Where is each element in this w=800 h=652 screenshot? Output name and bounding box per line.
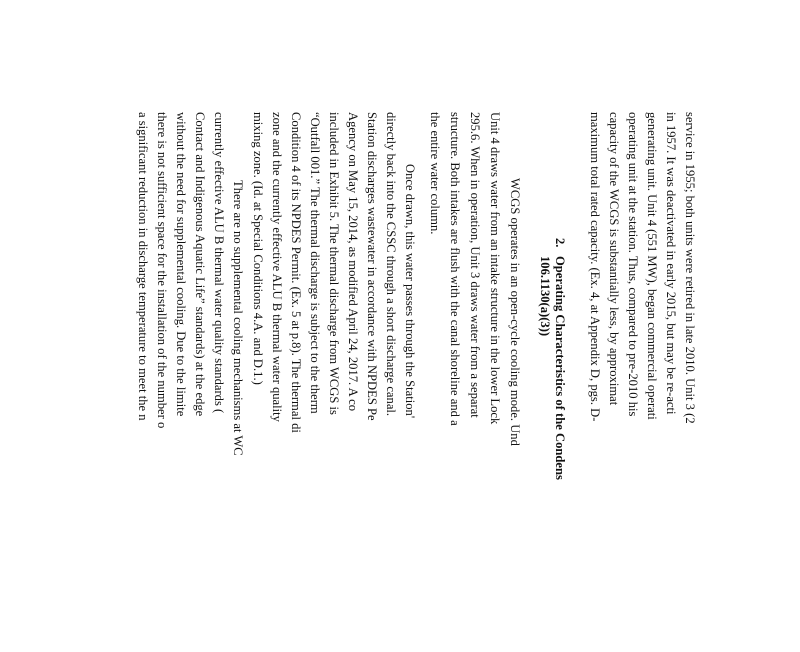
paragraph-4-line-4: without the need for supplemental cooling. Due to the limite (174, 112, 188, 417)
paragraph-1-line-1: service in 1955; both units were retired in late 2010. Unit 3 (2 (683, 112, 697, 424)
paragraph-3-line-1: Once drawn, this water passes through the Station' (403, 164, 417, 419)
paragraph-2-line-3: 295.6. When in operation, Unit 3 draws water from a separat (468, 112, 482, 418)
paragraph-3-line-2: directly back into the CSSC through a short discharge canal. (384, 112, 398, 417)
paragraph-4-line-6: a significant reduction in discharge temperature to meet the n (136, 112, 150, 421)
paragraph-2-line-5: the entire water column. (428, 112, 442, 235)
paragraph-4-line-1: There are no supplemental cooling mechanisms at WC (231, 180, 245, 456)
paragraph-3-line-6: “Outfall 001.” The thermal discharge is subject to the therm (308, 112, 322, 414)
paragraph-4-line-5: there is not sufficient space for the installation of the number o (155, 112, 169, 429)
paragraph-2-line-2: Unit 4 draws water from an intake structure in the lower Lock (488, 112, 502, 425)
paragraph-1-line-4: operating unit at the station. Thus, compared to pre-2010 his (626, 112, 640, 417)
paragraph-3-line-4: Agency on May 15, 2014, as modified April 24, 2017. A co (346, 112, 360, 412)
paragraph-1-line-5: capacity of the WCGS is substantially less, by approximat (607, 112, 621, 406)
paragraph-2-line-1: WCGS operates in an open-cycle cooling mode. Und (508, 178, 522, 446)
paragraph-3-line-3: Station discharges wastewater in accordance with NPDES Pe (365, 112, 379, 421)
paragraph-3-line-8: zone and the currently effective ALU B thermal water quality (270, 112, 284, 422)
paragraph-3-line-5: included in Exhibit 5. The thermal discharge from WCGS is (327, 112, 341, 415)
paragraph-4-line-2: currently effective ALU B thermal water quality standards ( (212, 112, 226, 414)
section-2-title-line-1: Operating Characteristics of the Condens (553, 256, 567, 480)
paragraph-1-line-2: in 1957. It was deactivated in early 2015, but may be re-acti (664, 112, 678, 415)
section-2-title-line-2: 106.1130(a)(3)) (538, 256, 552, 337)
paragraph-3-line-7: Condition 4 of its NPDES Permit. (Ex. 5 at p.8). The thermal di (289, 112, 303, 433)
section-2-number: 2. (553, 238, 567, 248)
paragraph-1-line-6: maximum total rated capacity. (Ex. 4, at Appendix D, pgs. D- (588, 112, 602, 422)
paragraph-1-line-3: generating unit. Unit 4 (551 MW), began commercial operati (645, 112, 659, 420)
rotated-document-page (138, 112, 698, 652)
paragraph-3-line-9: mixing zone. (Id. at Special Conditions 4.A. and D.1.) (251, 112, 265, 385)
paragraph-4-line-3: Contact and Indigenous Aquatic Life” standards) at the edge (193, 112, 207, 417)
paragraph-2-line-4: structure. Both intakes are flush with the canal shoreline and a (448, 112, 462, 426)
